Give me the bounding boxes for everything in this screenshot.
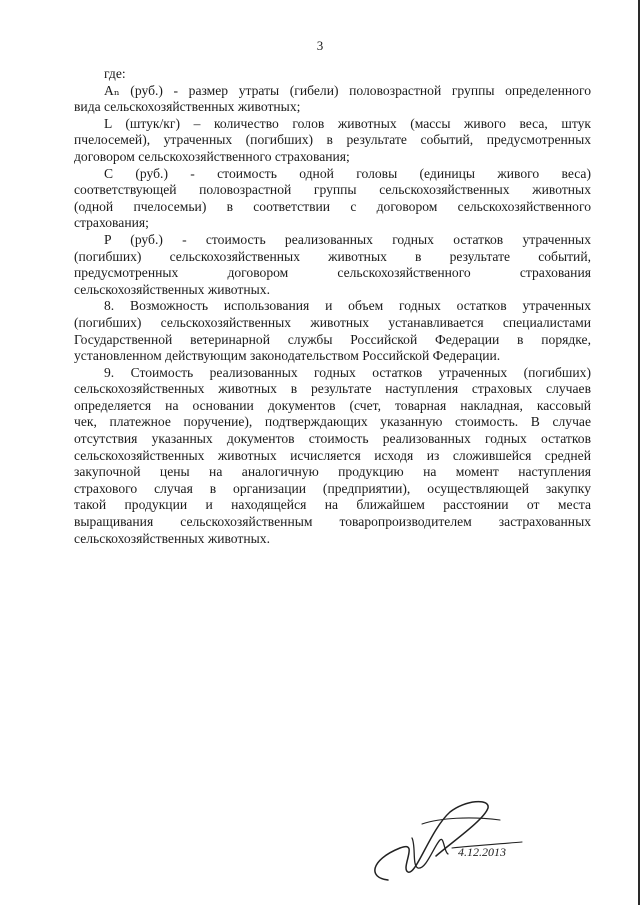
text-line: сельскохозяйственных животных в результате наступления страховых случаев (74, 381, 591, 397)
signature-date: 4.12.2013 (458, 845, 506, 859)
text-line: чек, платежное поручение), подтверждающих указанную стоимость. В случае (74, 414, 591, 430)
text-line: такой продукции и находящейся на ближайшем расстоянии от места (74, 497, 591, 513)
text-line: соответствующей половозрастной группы сельскохозяйственных животных (74, 182, 591, 198)
text-line: страхового случая в организации (предприятии), осуществляющей закупку (74, 480, 591, 496)
text-line: где: (104, 66, 126, 81)
text-line: (одной пчелосемьи) в соответствии с договором сельскохозяйственного (74, 198, 591, 214)
text-line: закупочной цены на аналогичную продукцию на момент наступления (74, 464, 591, 480)
text-line: сельскохозяйственных животных. (74, 530, 270, 546)
handwritten-signature (360, 790, 530, 890)
text-line: P (руб.) - стоимость реализованных годных остатков утраченных (104, 231, 591, 247)
text-line: L (штук/кг) – количество голов животных (массы живого веса, штук (104, 115, 591, 131)
text-line: установленном действующим законодательством Российской Федерации. (74, 348, 501, 364)
text-line: 8. Возможность использования и объем годных остатков утраченных (104, 298, 591, 314)
text-line: 9. Стоимость реализованных годных остатков утраченных (погибших) (104, 364, 591, 380)
text-line: (погибших) сельскохозяйственных животных в результате событий, (74, 248, 591, 264)
page-number: 3 (316, 38, 324, 53)
text-line: выращивания сельскохозяйственным товаропроизводителем застрахованных (74, 514, 591, 530)
text-line: вида сельскохозяйственных животных; (74, 99, 301, 115)
text-line: сельскохозяйственных животных. (74, 281, 270, 297)
text-line: отсутствия указанных документов стоимость реализованных годных остатков (74, 431, 591, 447)
text-line: Aₙ (руб.) - размер утраты (гибели) половозрастной группы определенного (104, 82, 591, 98)
text-line: Государственной ветеринарной службы Российской Федерации в порядке, (74, 331, 591, 347)
text-line: страхования; (74, 215, 149, 231)
text-line: пчелосемей), утраченных (погибших) в результате событий, предусмотренных (74, 132, 591, 148)
text-line: сельскохозяйственных животных исчисляется исходя из сложившейся средней (74, 447, 591, 463)
text-line: C (руб.) - стоимость одной головы (единицы живого веса) (104, 165, 591, 181)
text-line: договором сельскохозяйственного страхования; (74, 148, 350, 164)
text-line: определяется на основании документов (счет, товарная накладная, кассовый (74, 397, 591, 413)
document-body (74, 66, 591, 547)
text-line: (погибших) сельскохозяйственных животных устанавливается специалистами (74, 314, 591, 330)
text-line: предусмотренных договором сельскохозяйственного страхования (74, 265, 591, 281)
